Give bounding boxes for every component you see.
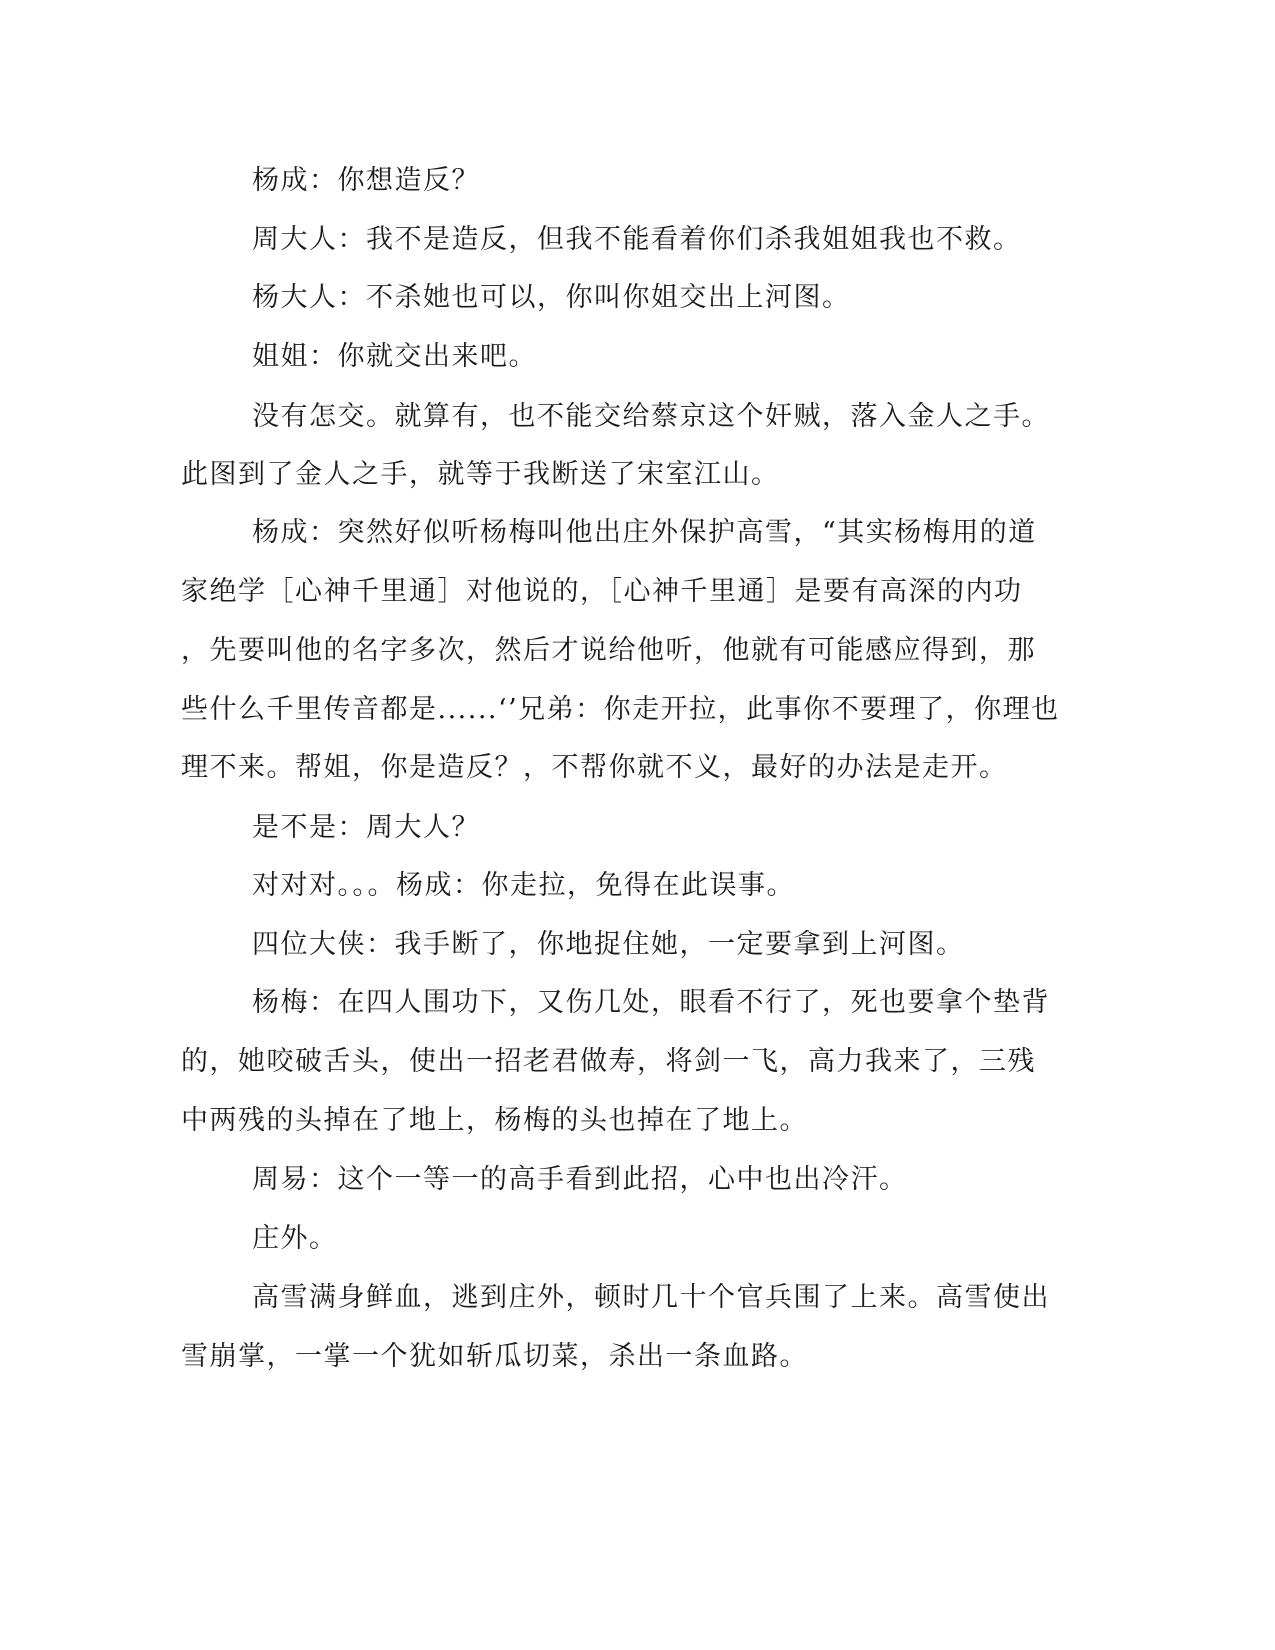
text-line: 此图到了金人之手，就等于我断送了宋室江山。 (181, 459, 780, 490)
text-line: 理不来。帮姐，你是造反？，不帮你就不义，最好的办法是走开。 (181, 752, 1008, 783)
text-line: 的，她咬破舌头，使出一招老君做寿，将剑一飞，高力我来了，三残 (181, 1046, 1036, 1077)
text-line: 高雪满身鲜血，逃到庄外，顿时几十个官兵围了上来。高雪使出 (252, 1282, 1050, 1313)
text-line: 杨大人：不杀她也可以，你叫你姐交出上河图。 (252, 282, 851, 313)
text-line: 没有怎交。就算有，也不能交给蔡京这个奸贼，落入金人之手。 (252, 401, 1050, 432)
text-line: 家绝学［心神千里通］对他说的，［心神千里通］是要有高深的内功 (181, 576, 1023, 607)
text-line: 姐姐：你就交出来吧。 (252, 341, 537, 372)
text-line: 中两残的头掉在了地上，杨梅的头也掉在了地上。 (181, 1105, 808, 1136)
text-line: 杨成：你想造反？ (252, 165, 480, 196)
text-line: 周易：这个一等一的高手看到此招，心中也出冷汗。 (252, 1164, 908, 1195)
text-line: 是不是：周大人？ (252, 812, 480, 843)
text-line: ，先要叫他的名字多次，然后才说给他听，他就有可能感应得到，那 (181, 635, 1036, 666)
text-line: 杨成：突然好似听杨梅叫他出庄外保护高雪，“其实杨梅用的道 (252, 517, 1037, 548)
text-line: 四位大侠：我手断了，你地捉住她，一定要拿到上河图。 (252, 929, 965, 960)
text-line: 庄外。 (252, 1223, 338, 1254)
text-line: 些什么千里传音都是......‘’兄弟：你走开拉，此事你不要理了，你理也 (181, 694, 1060, 725)
text-line: 杨梅：在四人围功下，又伤几处，眼看不行了，死也要拿个垫背 (252, 987, 1050, 1018)
text-line: 雪崩掌，一掌一个犹如斩瓜切菜，杀出一条血路。 (181, 1341, 808, 1372)
text-line: 对对对。。。杨成：你走拉，免得在此误事。 (252, 870, 795, 901)
text-line: 周大人：我不是造反，但我不能看着你们杀我姐姐我也不救。 (252, 224, 1022, 255)
